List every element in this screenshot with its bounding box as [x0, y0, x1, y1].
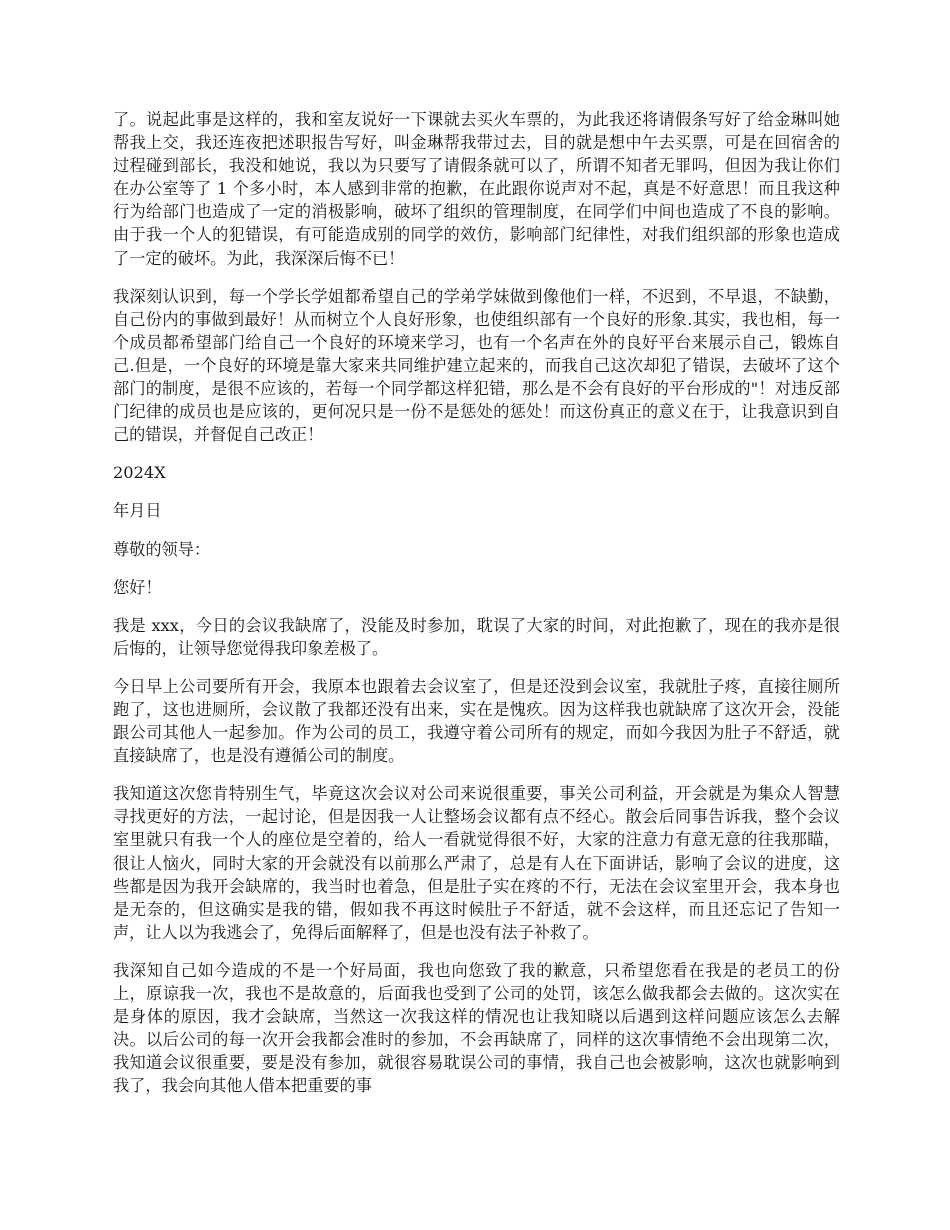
paragraph-intro: 我是 xxx，今日的会议我缺席了，没能及时参加，耽误了大家的时间，对此抱歉了，现在的我亦是很后悔的，让领导您觉得我印象差极了。	[113, 615, 840, 658]
document-body	[113, 108, 840, 1112]
paragraph-greeting: 您好！	[113, 577, 162, 597]
paragraph-reflection: 我深刻认识到，每一个学长学姐都希望自己的学弟学妹做到像他们一样，不迟到，不早退，不缺勤，自己份内的事做到最好！从而树立个人良好形象，也使组织部有一个良好的形象.其实，我也相，每一个成员都希望部门给自己一个良好的环境来学习，也有一个名声在外的良好平台来展示自己，锻炼自己.但是，一个良好的环境是靠大家来共同维护建立起来的，而我自己这次却犯了错误，去破坏了这个部门的制度，是很不应该的，若每一个同学都这样犯错，那么是不会有良好的平台形成的"！对违反部门纪律的成员也是应该的，更何况只是一份不是惩处的惩处！而这份真正的意义在于，让我意识到自己的错误，并督促自己改正！	[113, 286, 840, 445]
paragraph-commitment: 我深知自己如今造成的不是一个好局面，我也向您致了我的歉意，只希望您看在我是的老员工的份上，原谅我一次，我也不是故意的，后面我也受到了公司的处罚，该怎么做我都会去做的。这次实在是身体的原因，我才会缺席，当然这一次我这样的情况也让我知晓以后遇到这样问题应该怎么去解决。以后公司的每一次开会我都会准时的参加，不会再缺席了，同样的这次事情绝不会出现第二次，我知道会议很重要，要是没有参加，就很容易耽误公司的事情，我自己也会被影响，这次也就影响到我了，我会向其他人借本把重要的事	[113, 960, 840, 1096]
paragraph-date: 年月日	[113, 501, 162, 521]
paragraph-impact: 我知道这次您肯特别生气，毕竟这次会议对公司来说很重要，事关公司利益，开会就是为集众人智慧寻找更好的方法，一起讨论，但是因我一人让整场会议都有点不经心。散会后同事告诉我，整个会议室里就只有我一个人的座位是空着的，给人一看就觉得很不好，大家的注意力有意无意的往我那瞄，很让人恼火，同时大家的开会就没有以前那么严肃了，总是有人在下面讲话，影响了会议的进度，这些都是因为我开会缺席的，我当时也着急，但是肚子实在疼的不行，无法在会议室里开会，我本身也是无奈的，但这确实是我的错，假如我不再这时候肚子不舒适，就不会这样，而且还忘记了告知一声，让人以为我逃会了，免得后面解释了，但是也没有法子补救了。	[113, 784, 840, 942]
paragraph-apology-continued: 了。说起此事是这样的，我和室友说好一下课就去买火车票的，为此我还将请假条写好了给金琳叫她帮我上交，我还连夜把述职报告写好，叫金琳帮我带过去，目的就是想中午去买票，可是在回宿舍的过程碰到部长，我没和她说，我以为只要写了请假条就可以了，所谓不知者无罪吗，但因为我让你们在办公室等了 1 个多小时，本人感到非常的抱歉，在此跟你说声对不起，真是不好意思！而且我这种行为给部门也造成了一定的消极影响，破坏了组织的管理制度，在同学们中间也造成了不良的影响。由于我一个人的犯错误，有可能造成别的同学的效仿，影响部门纪律性，对我们组织部的形象也造成了一定的破坏。为此，我深深后悔不已！	[113, 110, 840, 268]
paragraph-reason: 今日早上公司要所有开会，我原本也跟着去会议室了，但是还没到会议室，我就肚子疼，直接往厕所跑了，这也进厕所，会议散了我都还没有出来，实在是愧疚。因为这样我也就缺席了这次开会，没能跟公司其他人一起参加。作为公司的员工，我遵守着公司所有的规定，而如今我因为肚子不舒适，就直接缺席了，也是没有遵循公司的制度。	[113, 676, 840, 766]
paragraph-salutation: 尊敬的领导：	[113, 539, 211, 559]
paragraph-year: 2024X	[113, 463, 166, 483]
